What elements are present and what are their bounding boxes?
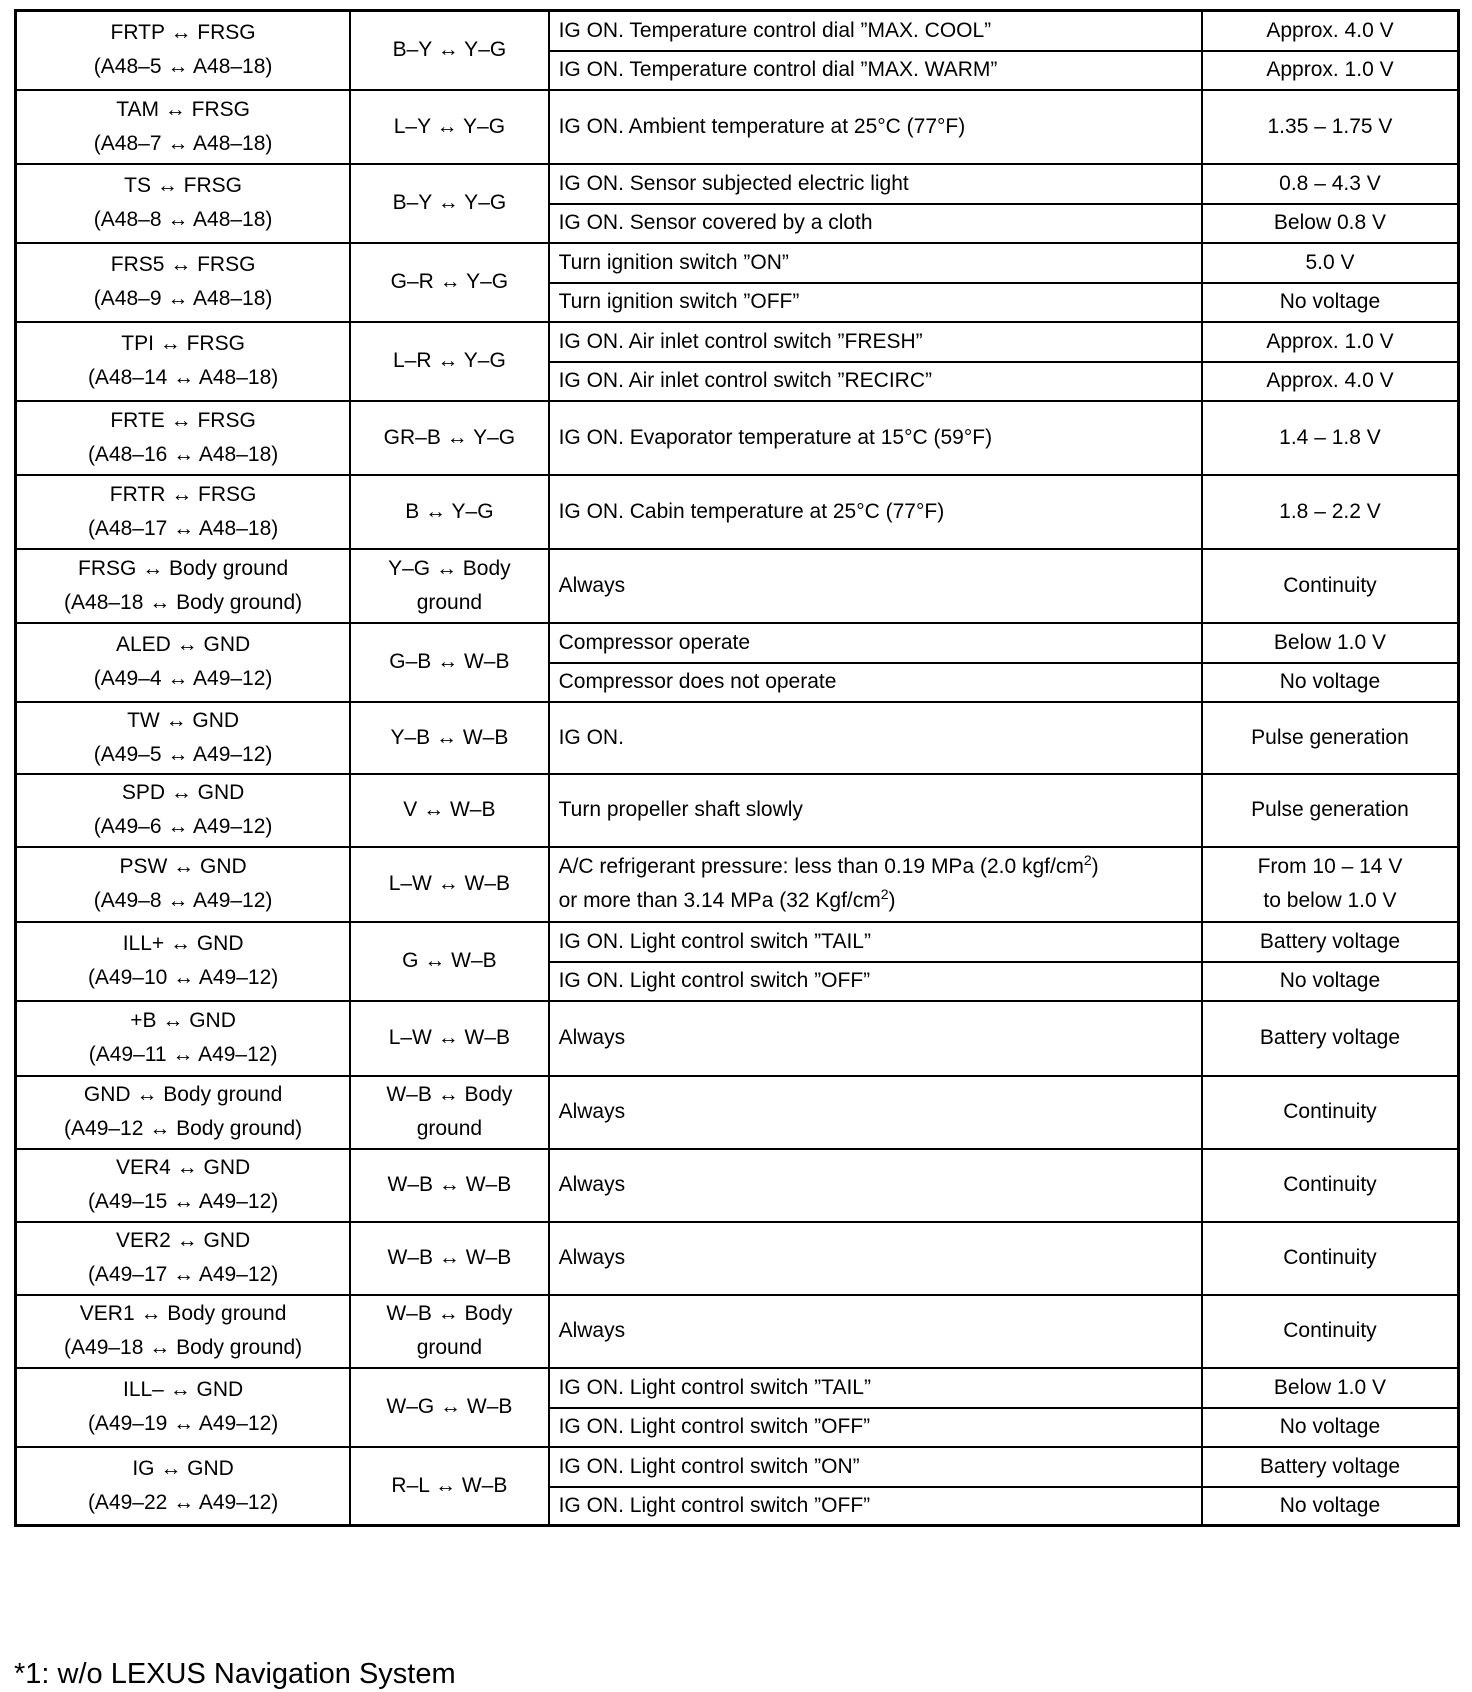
cell-text: TW ↔ GND — [127, 708, 240, 732]
cell-text: ground — [416, 1117, 483, 1140]
cell-text: Below 1.0 V — [1273, 630, 1386, 654]
cell-text: Pulse generation — [1251, 725, 1409, 749]
cell-text: Turn ignition switch ”ON” — [558, 250, 789, 274]
table-row — [16, 1001, 1459, 1076]
cell-text: Approx. 1.0 V — [1266, 329, 1394, 353]
wiring-color-cell — [350, 774, 548, 847]
cell-text: GND ↔ Body ground — [83, 1083, 283, 1106]
wiring-color-cell — [350, 1076, 548, 1149]
cell-text: (A49–22 ↔ A49–12) — [87, 1490, 279, 1514]
cell-text: L–R ↔ Y–G — [392, 349, 506, 372]
specified-condition-cell — [1202, 1408, 1459, 1447]
specified-condition-cell — [1202, 962, 1459, 1001]
cell-text: R–L ↔ W–B — [391, 1473, 508, 1497]
table-row — [16, 922, 1459, 962]
cell-text: (A48–18 ↔ Body ground) — [64, 590, 303, 614]
cell-text: IG ON. Cabin temperature at 25°C (77°F) — [558, 499, 945, 523]
cell-text: IG ON. Light control switch ”ON” — [558, 1454, 860, 1478]
cell-text: No voltage — [1279, 670, 1381, 693]
terminal-cell — [16, 1368, 351, 1447]
cell-text: L–W ↔ W–B — [388, 872, 511, 895]
cell-text: (A48–5 ↔ A48–18) — [93, 55, 273, 79]
cell-text: ground — [416, 1336, 483, 1359]
condition-cell — [549, 1001, 1202, 1076]
wiring-color-cell — [350, 1222, 548, 1295]
cell-text: (A49–10 ↔ A49–12) — [87, 966, 279, 989]
cell-text: SPD ↔ GND — [121, 781, 245, 804]
cell-text: Battery voltage — [1259, 1454, 1401, 1478]
terminal-cell — [16, 623, 351, 702]
cell-text: No voltage — [1279, 290, 1381, 313]
cell-text: GR–B ↔ Y–G — [383, 425, 516, 449]
condition-cell — [549, 623, 1202, 663]
terminal-cell — [16, 1295, 351, 1368]
cell-text: ILL+ ↔ GND — [122, 932, 244, 955]
specified-condition-cell — [1202, 1447, 1459, 1487]
condition-cell — [549, 1447, 1202, 1487]
cell-text: Approx. 4.0 V — [1266, 369, 1394, 392]
cell-text: 0.8 – 4.3 V — [1279, 171, 1381, 195]
cell-text: B ↔ Y–G — [405, 499, 494, 523]
condition-cell — [549, 322, 1202, 362]
cell-text: Below 0.8 V — [1273, 211, 1386, 234]
condition-cell — [549, 774, 1202, 847]
cell-text: W–B ↔ W–B — [387, 1246, 512, 1269]
cell-text: Continuity — [1283, 1246, 1377, 1269]
cell-text-tail: ) — [888, 889, 896, 912]
table-row — [16, 11, 1459, 51]
condition-cell — [549, 475, 1202, 549]
cell-text: (A49–12 ↔ Body ground) — [64, 1117, 303, 1140]
terminal-cell — [16, 1447, 351, 1526]
condition-cell — [549, 243, 1202, 283]
cell-text: FRS5 ↔ FRSG — [110, 253, 256, 276]
specified-condition-cell — [1202, 11, 1459, 51]
terminal-cell — [16, 847, 351, 922]
wiring-color-cell — [350, 322, 548, 401]
condition-cell — [549, 1408, 1202, 1447]
superscript: 2 — [880, 886, 889, 902]
condition-cell — [549, 962, 1202, 1001]
table-row — [16, 1447, 1459, 1487]
cell-text: Y–G ↔ Body — [388, 556, 511, 580]
wiring-color-cell — [350, 90, 548, 164]
cell-text: (A48–7 ↔ A48–18) — [93, 131, 273, 155]
table-row — [16, 623, 1459, 663]
specified-condition-cell — [1202, 164, 1459, 204]
wiring-color-cell — [350, 243, 548, 322]
terminal-cell — [16, 1001, 351, 1076]
cell-text: PSW ↔ GND — [119, 855, 247, 878]
cell-text: Compressor operate — [558, 630, 751, 654]
cell-text: TPI ↔ FRSG — [121, 332, 245, 355]
condition-cell — [549, 922, 1202, 962]
cell-text: A/C refrigerant pressure: less than 0.19 MPa (2.0 kgf/cm — [558, 855, 1084, 878]
cell-text: Pulse generation — [1251, 798, 1409, 821]
table-row — [16, 702, 1459, 774]
cell-text: IG ON. — [558, 725, 624, 749]
specified-condition-cell — [1202, 1295, 1459, 1368]
specified-condition-cell — [1202, 322, 1459, 362]
terminal-cell — [16, 1149, 351, 1222]
cell-text: L–Y ↔ Y–G — [393, 114, 506, 138]
specified-condition-cell — [1202, 1001, 1459, 1076]
table-row — [16, 164, 1459, 204]
terminal-spec-table — [14, 9, 1460, 1527]
wiring-color-cell — [350, 164, 548, 243]
cell-text: (A49–8 ↔ A49–12) — [93, 889, 273, 912]
specified-condition-cell — [1202, 1076, 1459, 1149]
cell-text: (A48–16 ↔ A48–18) — [87, 442, 279, 466]
specified-condition-cell — [1202, 401, 1459, 475]
condition-cell — [549, 1149, 1202, 1222]
cell-text: Continuity — [1283, 1100, 1377, 1123]
condition-cell — [549, 51, 1202, 90]
terminal-cell — [16, 922, 351, 1001]
cell-text: W–B ↔ W–B — [387, 1173, 512, 1196]
specified-condition-cell — [1202, 475, 1459, 549]
cell-text: No voltage — [1279, 1415, 1381, 1438]
specified-condition-cell — [1202, 922, 1459, 962]
cell-text: (A48–8 ↔ A48–18) — [93, 208, 273, 231]
table-row — [16, 243, 1459, 283]
cell-text: FRTR ↔ FRSG — [109, 482, 257, 506]
wiring-color-cell — [350, 1001, 548, 1076]
cell-text: Continuity — [1283, 573, 1377, 597]
condition-cell — [549, 11, 1202, 51]
cell-text: V ↔ W–B — [403, 798, 496, 821]
condition-cell — [549, 1076, 1202, 1149]
cell-text: Turn propeller shaft slowly — [558, 798, 803, 821]
wiring-color-cell — [350, 623, 548, 702]
specified-condition-cell — [1202, 623, 1459, 663]
condition-cell — [549, 549, 1202, 623]
cell-text: (A48–14 ↔ A48–18) — [87, 366, 279, 389]
cell-text: FRSG ↔ Body ground — [78, 556, 289, 580]
condition-cell — [549, 164, 1202, 204]
specified-condition-cell — [1202, 1149, 1459, 1222]
cell-text: 1.8 – 2.2 V — [1279, 499, 1381, 523]
cell-text: IG ON. Ambient temperature at 25°C (77°F) — [558, 114, 966, 138]
condition-cell — [549, 283, 1202, 322]
cell-text: Approx. 4.0 V — [1266, 18, 1394, 42]
wiring-color-cell — [350, 1295, 548, 1368]
cell-text: Battery voltage — [1259, 1026, 1401, 1049]
cell-text: W–B ↔ Body — [386, 1302, 513, 1325]
table-row — [16, 1149, 1459, 1222]
table-row — [16, 1295, 1459, 1368]
cell-text: IG ON. Evaporator temperature at 15°C (59°F) — [558, 425, 993, 449]
specified-condition-cell — [1202, 549, 1459, 623]
cell-text: Continuity — [1283, 1173, 1377, 1196]
wiring-color-cell — [350, 1149, 548, 1222]
wiring-color-cell — [350, 847, 548, 922]
terminal-cell — [16, 475, 351, 549]
cell-text: 5.0 V — [1305, 250, 1355, 274]
wiring-color-cell — [350, 475, 548, 549]
cell-text: No voltage — [1279, 1493, 1381, 1517]
cell-text: FRTE ↔ FRSG — [110, 408, 256, 432]
condition-cell — [549, 1222, 1202, 1295]
cell-text: IG ON. Sensor covered by a cloth — [558, 211, 873, 234]
superscript: 2 — [1083, 852, 1092, 868]
cell-text: Below 1.0 V — [1273, 1375, 1386, 1399]
cell-text: B–Y ↔ Y–G — [392, 38, 507, 62]
cell-text: IG ON. Temperature control dial ”MAX. COOL” — [558, 18, 992, 42]
cell-text: Always — [558, 1319, 626, 1342]
specified-condition-cell — [1202, 204, 1459, 243]
table-row — [16, 90, 1459, 164]
cell-text: W–G ↔ W–B — [386, 1395, 513, 1418]
cell-text: G–B ↔ W–B — [389, 650, 510, 673]
condition-cell — [549, 362, 1202, 401]
cell-text: No voltage — [1279, 969, 1381, 992]
wiring-color-cell — [350, 922, 548, 1001]
cell-text: (A49–18 ↔ Body ground) — [64, 1336, 303, 1359]
wiring-color-cell — [350, 401, 548, 475]
cell-text: IG ON. Light control switch ”OFF” — [558, 1415, 871, 1438]
cell-text: VER2 ↔ GND — [115, 1229, 251, 1252]
cell-text: B–Y ↔ Y–G — [392, 191, 507, 214]
table-row — [16, 847, 1459, 922]
terminal-cell — [16, 322, 351, 401]
specified-condition-cell — [1202, 1487, 1459, 1526]
cell-text: Turn ignition switch ”OFF” — [558, 290, 800, 313]
condition-cell — [549, 702, 1202, 774]
cell-text: G ↔ W–B — [402, 949, 497, 972]
specified-condition-cell — [1202, 51, 1459, 90]
terminal-cell — [16, 401, 351, 475]
cell-text: FRTP ↔ FRSG — [110, 21, 256, 45]
wiring-color-cell — [350, 1447, 548, 1526]
cell-text: IG ON. Light control switch ”OFF” — [558, 1493, 871, 1517]
condition-cell — [549, 90, 1202, 164]
specified-condition-cell — [1202, 90, 1459, 164]
cell-text: W–B ↔ Body — [386, 1083, 513, 1106]
cell-text: VER1 ↔ Body ground — [79, 1302, 287, 1325]
cell-text: Always — [558, 1100, 626, 1123]
terminal-cell — [16, 549, 351, 623]
condition-cell — [549, 847, 1202, 922]
cell-text: +B ↔ GND — [130, 1009, 236, 1032]
table-row — [16, 322, 1459, 362]
table-row — [16, 1368, 1459, 1408]
terminal-cell — [16, 11, 351, 90]
cell-text: Continuity — [1283, 1319, 1377, 1342]
table-row — [16, 1076, 1459, 1149]
cell-text: (A49–11 ↔ A49–12) — [88, 1043, 278, 1066]
table-row — [16, 1222, 1459, 1295]
specified-condition-cell — [1202, 283, 1459, 322]
cell-text: Y–B ↔ W–B — [390, 725, 509, 749]
table-row — [16, 401, 1459, 475]
cell-text: (A49–4 ↔ A49–12) — [93, 667, 273, 690]
cell-text: 1.35 – 1.75 V — [1267, 114, 1393, 138]
terminal-spec-table-body — [16, 11, 1459, 1526]
terminal-cell — [16, 774, 351, 847]
cell-text: (A49–19 ↔ A49–12) — [87, 1412, 279, 1435]
cell-text: IG ON. Light control switch ”TAIL” — [558, 1375, 871, 1399]
cell-text: IG ON. Temperature control dial ”MAX. WARM” — [558, 58, 998, 81]
wiring-color-cell — [350, 549, 548, 623]
cell-text: IG ON. Air inlet control switch ”FRESH” — [558, 329, 923, 353]
cell-text: (A49–15 ↔ A49–12) — [87, 1190, 279, 1213]
cell-text: G–R ↔ Y–G — [390, 270, 509, 293]
cell-text: Always — [558, 573, 626, 597]
cell-text: IG ↔ GND — [132, 1456, 234, 1480]
cell-text: 1.4 – 1.8 V — [1279, 425, 1381, 449]
table-row — [16, 774, 1459, 847]
cell-text: IG ON. Air inlet control switch ”RECIRC” — [558, 369, 932, 392]
cell-text: Battery voltage — [1259, 929, 1401, 953]
cell-text: ALED ↔ GND — [115, 633, 251, 656]
specified-condition-cell — [1202, 774, 1459, 847]
cell-text: L–W ↔ W–B — [388, 1026, 511, 1049]
table-row — [16, 475, 1459, 549]
cell-text: (A49–6 ↔ A49–12) — [93, 815, 273, 838]
condition-cell — [549, 1368, 1202, 1408]
cell-text: From 10 – 14 V — [1257, 855, 1403, 878]
specified-condition-cell — [1202, 702, 1459, 774]
wiring-color-cell — [350, 702, 548, 774]
specified-condition-cell — [1202, 243, 1459, 283]
terminal-cell — [16, 164, 351, 243]
terminal-cell — [16, 1076, 351, 1149]
terminal-cell — [16, 90, 351, 164]
cell-text: (A49–5 ↔ A49–12) — [93, 742, 273, 766]
cell-text: IG ON. Light control switch ”TAIL” — [558, 929, 871, 953]
footnote: *1: w/o LEXUS Navigation System — [14, 1658, 456, 1690]
specified-condition-cell — [1202, 847, 1459, 922]
condition-cell — [549, 1295, 1202, 1368]
cell-text: IG ON. Light control switch ”OFF” — [558, 969, 871, 992]
condition-cell — [549, 204, 1202, 243]
wiring-color-cell — [350, 11, 548, 90]
specified-condition-cell — [1202, 362, 1459, 401]
specified-condition-cell — [1202, 663, 1459, 702]
cell-text: (A48–9 ↔ A48–18) — [93, 287, 273, 310]
cell-text: ILL– ↔ GND — [122, 1378, 244, 1401]
cell-text-tail: ) — [1091, 855, 1099, 878]
terminal-cell — [16, 243, 351, 322]
cell-text: (A49–17 ↔ A49–12) — [87, 1263, 279, 1286]
cell-text: Approx. 1.0 V — [1266, 58, 1394, 81]
wiring-color-cell — [350, 1368, 548, 1447]
cell-text: Always — [558, 1026, 626, 1049]
cell-text: TAM ↔ FRSG — [116, 97, 250, 121]
terminal-cell — [16, 1222, 351, 1295]
cell-text: to below 1.0 V — [1263, 889, 1397, 912]
condition-cell — [549, 1487, 1202, 1526]
cell-text: Always — [558, 1246, 626, 1269]
cell-text: Always — [558, 1173, 626, 1196]
specified-condition-cell — [1202, 1368, 1459, 1408]
specified-condition-cell — [1202, 1222, 1459, 1295]
cell-text: IG ON. Sensor subjected electric light — [558, 171, 909, 195]
condition-cell — [549, 663, 1202, 702]
cell-text: TS ↔ FRSG — [124, 174, 243, 197]
table-row — [16, 549, 1459, 623]
cell-text: (A48–17 ↔ A48–18) — [87, 516, 279, 540]
cell-text: or more than 3.14 MPa (32 Kgf/cm — [558, 889, 881, 912]
cell-text: VER4 ↔ GND — [115, 1156, 251, 1179]
terminal-cell — [16, 702, 351, 774]
cell-text: ground — [416, 590, 483, 614]
condition-cell — [549, 401, 1202, 475]
cell-text: Compressor does not operate — [558, 670, 837, 693]
